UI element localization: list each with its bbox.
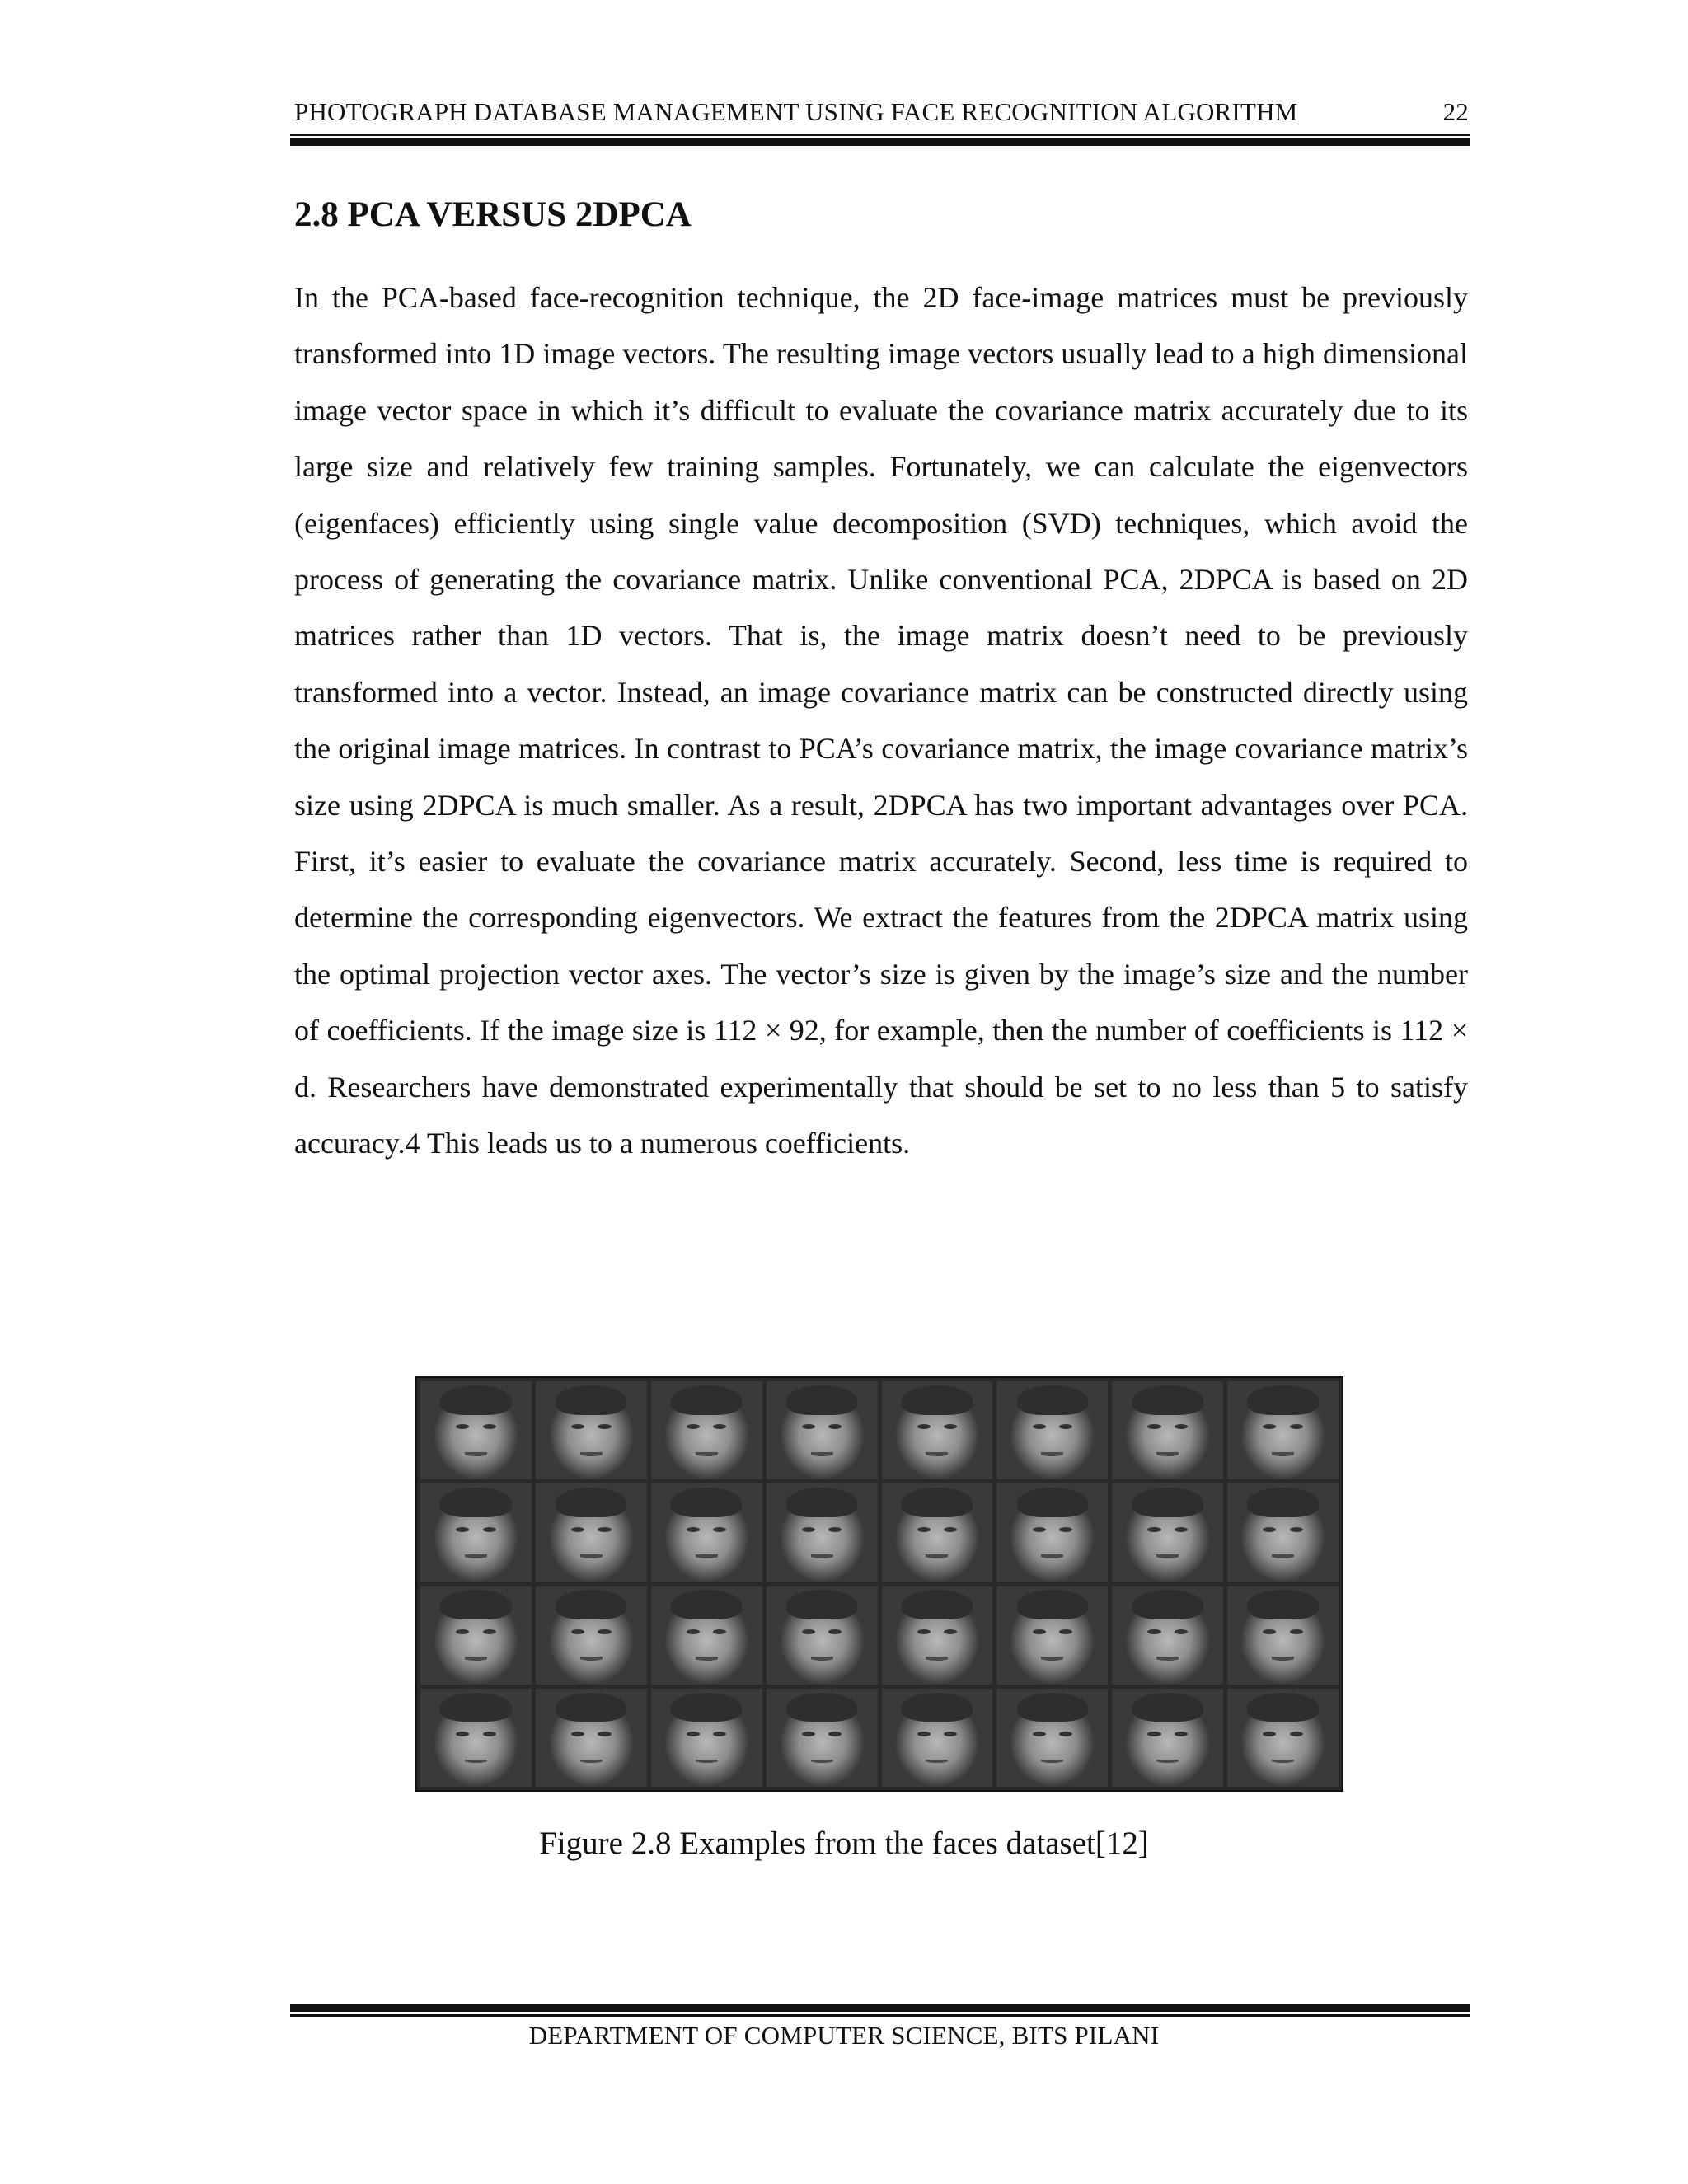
face-eye-l (917, 1424, 931, 1429)
face-hair (902, 1693, 973, 1722)
face-hair (671, 1693, 742, 1722)
header-rule-thick (290, 138, 1470, 146)
face-eye-l (1263, 1732, 1276, 1736)
face-eye-l (1263, 1629, 1276, 1634)
face-hair (1017, 1590, 1088, 1619)
face-photo (996, 1586, 1108, 1685)
face-mouth (1041, 1657, 1063, 1661)
face-eye-l (917, 1527, 931, 1532)
face-eye-r (598, 1424, 611, 1429)
face-eye-l (456, 1629, 469, 1634)
section-title: 2.8 PCA VERSUS 2DPCA (294, 195, 692, 234)
face-eye-r (1290, 1424, 1303, 1429)
face-eye-l (1263, 1424, 1276, 1429)
face-eye-l (1147, 1732, 1160, 1736)
face-photo (420, 1483, 532, 1582)
face-eye-l (917, 1732, 931, 1736)
face-eye-l (687, 1732, 700, 1736)
face-photo (536, 1689, 647, 1787)
face-hair (1132, 1385, 1203, 1415)
face-eye-l (571, 1732, 584, 1736)
face-hair (1132, 1590, 1203, 1619)
face-mouth (1041, 1452, 1063, 1456)
face-eye-r (483, 1424, 496, 1429)
face-eye-l (1033, 1424, 1046, 1429)
face-hair (1017, 1693, 1088, 1722)
face-hair (786, 1590, 857, 1619)
face-mouth (580, 1657, 603, 1661)
face-eye-l (1147, 1629, 1160, 1634)
face-photo (536, 1586, 647, 1685)
face-eye-r (713, 1424, 726, 1429)
face-eye-r (1290, 1629, 1303, 1634)
face-eye-r (598, 1629, 611, 1634)
face-eye-r (713, 1732, 726, 1736)
face-photo (651, 1586, 762, 1685)
face-hair (902, 1488, 973, 1517)
face-photo (420, 1689, 532, 1787)
face-mouth (1156, 1657, 1179, 1661)
face-hair (1247, 1385, 1318, 1415)
header-title: PHOTOGRAPH DATABASE MANAGEMENT USING FACE RECOGNITION ALGORITHM (294, 97, 1298, 126)
face-mouth (465, 1452, 487, 1456)
face-hair (440, 1488, 511, 1517)
face-mouth (696, 1554, 718, 1558)
face-hair (1247, 1488, 1318, 1517)
face-hair (786, 1693, 857, 1722)
face-hair (786, 1385, 857, 1415)
face-photo (882, 1689, 993, 1787)
face-eye-l (456, 1424, 469, 1429)
face-eye-l (571, 1527, 584, 1532)
face-eye-r (944, 1732, 957, 1736)
face-photo (1227, 1586, 1339, 1685)
face-eye-l (456, 1732, 469, 1736)
face-mouth (811, 1657, 833, 1661)
face-hair (440, 1385, 511, 1415)
face-eye-r (1290, 1732, 1303, 1736)
face-hair (902, 1385, 973, 1415)
header-rule-thin (290, 134, 1470, 136)
face-hair (1132, 1488, 1203, 1517)
face-mouth (1156, 1554, 1179, 1558)
face-photo (1112, 1586, 1223, 1685)
face-eye-r (944, 1629, 957, 1634)
face-mouth (1041, 1554, 1063, 1558)
face-eye-l (802, 1732, 815, 1736)
face-photo (536, 1381, 647, 1479)
face-eye-r (1175, 1424, 1188, 1429)
face-eye-r (1290, 1527, 1303, 1532)
face-hair (671, 1488, 742, 1517)
face-photo (1112, 1381, 1223, 1479)
face-photo (1227, 1689, 1339, 1787)
face-eye-r (1175, 1527, 1188, 1532)
figure-caption: Figure 2.8 Examples from the faces dataset[12] (539, 1825, 1149, 1861)
face-photo (1112, 1483, 1223, 1582)
face-eye-r (713, 1629, 726, 1634)
face-photo (767, 1689, 878, 1787)
face-mouth (580, 1760, 603, 1764)
face-photo (996, 1483, 1108, 1582)
face-hair (1247, 1693, 1318, 1722)
face-photo (996, 1381, 1108, 1479)
face-hair (556, 1385, 626, 1415)
face-mouth (1272, 1452, 1294, 1456)
face-eye-r (944, 1527, 957, 1532)
face-eye-r (944, 1424, 957, 1429)
face-eye-l (1033, 1629, 1046, 1634)
page-number: 22 (1442, 97, 1469, 126)
face-photo (651, 1689, 762, 1787)
face-mouth (465, 1657, 487, 1661)
face-photo (1112, 1689, 1223, 1787)
face-hair (671, 1385, 742, 1415)
face-mouth (465, 1760, 487, 1764)
face-photo (767, 1381, 878, 1479)
face-eye-r (483, 1629, 496, 1634)
face-mouth (1156, 1452, 1179, 1456)
face-mouth (926, 1760, 948, 1764)
face-hair (440, 1590, 511, 1619)
face-photo (767, 1586, 878, 1685)
face-hair (1247, 1590, 1318, 1619)
face-mouth (811, 1452, 833, 1456)
face-mouth (1041, 1760, 1063, 1764)
face-eye-r (1059, 1424, 1072, 1429)
face-mouth (1272, 1657, 1294, 1661)
faces-dataset-figure (415, 1376, 1343, 1792)
face-photo (1227, 1483, 1339, 1582)
face-photo (767, 1483, 878, 1582)
face-eye-l (1033, 1732, 1046, 1736)
face-eye-l (687, 1527, 700, 1532)
face-mouth (465, 1554, 487, 1558)
face-hair (556, 1488, 626, 1517)
face-eye-l (802, 1424, 815, 1429)
face-photo (420, 1586, 532, 1685)
body-paragraph: In the PCA-based face-recognition technique, the 2D face-image matrices must be previously transformed into 1D image vectors. The resulting image vectors usually lead to a high dimensional image vector space in which it’s difficult to evaluate the covariance matrix accurately due to its large size and relatively few training samples. Fortunately, we can calculate the eigenvectors (eigenfaces) efficiently using single value decomposition (SVD) techniques, which avoid the process of generating the covariance matrix. Unlike conventional PCA, 2DPCA is based on 2D matrices rather than 1D vectors. That is, the image matrix doesn’t need to be previously transformed into a vector. Instead, an image covariance matrix can be constructed directly using the original image matrices. In contrast to PCA’s covariance matrix, the image covariance matrix’s size using 2DPCA is much smaller. As a result, 2DPCA has two important advantages over PCA. First, it’s easier to evaluate the covariance matrix accurately. Second, less time is required to determine the corresponding eigenvectors. We extract the features from the 2DPCA matrix using the optimal projection vector axes. The vector’s size is given by the image’s size and the number of coefficients. If the image size is 112 × 92, for example, then the number of coefficients is 112 × d. Researchers have demonstrated experimentally that should be set to no less than 5 to satisfy accuracy.4 This leads us to a numerous coefficients. (294, 281, 1468, 1160)
face-eye-r (1059, 1527, 1072, 1532)
face-photo (996, 1689, 1108, 1787)
face-eye-r (598, 1732, 611, 1736)
face-eye-l (687, 1629, 700, 1634)
face-hair (440, 1693, 511, 1722)
face-eye-l (1147, 1424, 1160, 1429)
page-footer: DEPARTMENT OF COMPUTER SCIENCE, BITS PILANI (528, 2021, 1160, 2050)
face-eye-r (713, 1527, 726, 1532)
running-header (294, 97, 1469, 130)
face-eye-l (571, 1629, 584, 1634)
face-eye-r (483, 1527, 496, 1532)
face-eye-l (917, 1629, 931, 1634)
face-mouth (811, 1760, 833, 1764)
face-eye-r (828, 1424, 842, 1429)
face-eye-r (828, 1629, 842, 1634)
face-eye-r (1175, 1732, 1188, 1736)
footer-rule-thin (290, 2014, 1470, 2017)
face-eye-r (1059, 1629, 1072, 1634)
face-photo (651, 1483, 762, 1582)
face-photo (536, 1483, 647, 1582)
face-mouth (926, 1554, 948, 1558)
face-photo (1227, 1381, 1339, 1479)
face-eye-r (1175, 1629, 1188, 1634)
face-photo (882, 1483, 993, 1582)
face-mouth (696, 1452, 718, 1456)
face-eye-l (571, 1424, 584, 1429)
face-eye-l (456, 1527, 469, 1532)
face-mouth (580, 1554, 603, 1558)
face-mouth (811, 1554, 833, 1558)
face-hair (1132, 1693, 1203, 1722)
face-mouth (696, 1760, 718, 1764)
face-eye-l (1263, 1527, 1276, 1532)
face-hair (786, 1488, 857, 1517)
face-photo (651, 1381, 762, 1479)
face-photo (420, 1381, 532, 1479)
face-hair (902, 1590, 973, 1619)
face-eye-r (598, 1527, 611, 1532)
face-photo (882, 1586, 993, 1685)
face-hair (1017, 1488, 1088, 1517)
face-mouth (1156, 1760, 1179, 1764)
face-mouth (926, 1452, 948, 1456)
face-eye-l (802, 1629, 815, 1634)
face-eye-r (828, 1732, 842, 1736)
face-eye-r (1059, 1732, 1072, 1736)
face-eye-l (1033, 1527, 1046, 1532)
face-eye-l (802, 1527, 815, 1532)
face-hair (556, 1693, 626, 1722)
face-hair (1017, 1385, 1088, 1415)
face-eye-r (483, 1732, 496, 1736)
face-photo (882, 1381, 993, 1479)
face-mouth (696, 1657, 718, 1661)
face-mouth (1272, 1760, 1294, 1764)
face-eye-r (828, 1527, 842, 1532)
face-mouth (926, 1657, 948, 1661)
face-eye-l (1147, 1527, 1160, 1532)
footer-rule-thick (290, 2004, 1470, 2012)
face-hair (671, 1590, 742, 1619)
face-mouth (580, 1452, 603, 1456)
face-mouth (1272, 1554, 1294, 1558)
face-eye-l (687, 1424, 700, 1429)
face-hair (556, 1590, 626, 1619)
